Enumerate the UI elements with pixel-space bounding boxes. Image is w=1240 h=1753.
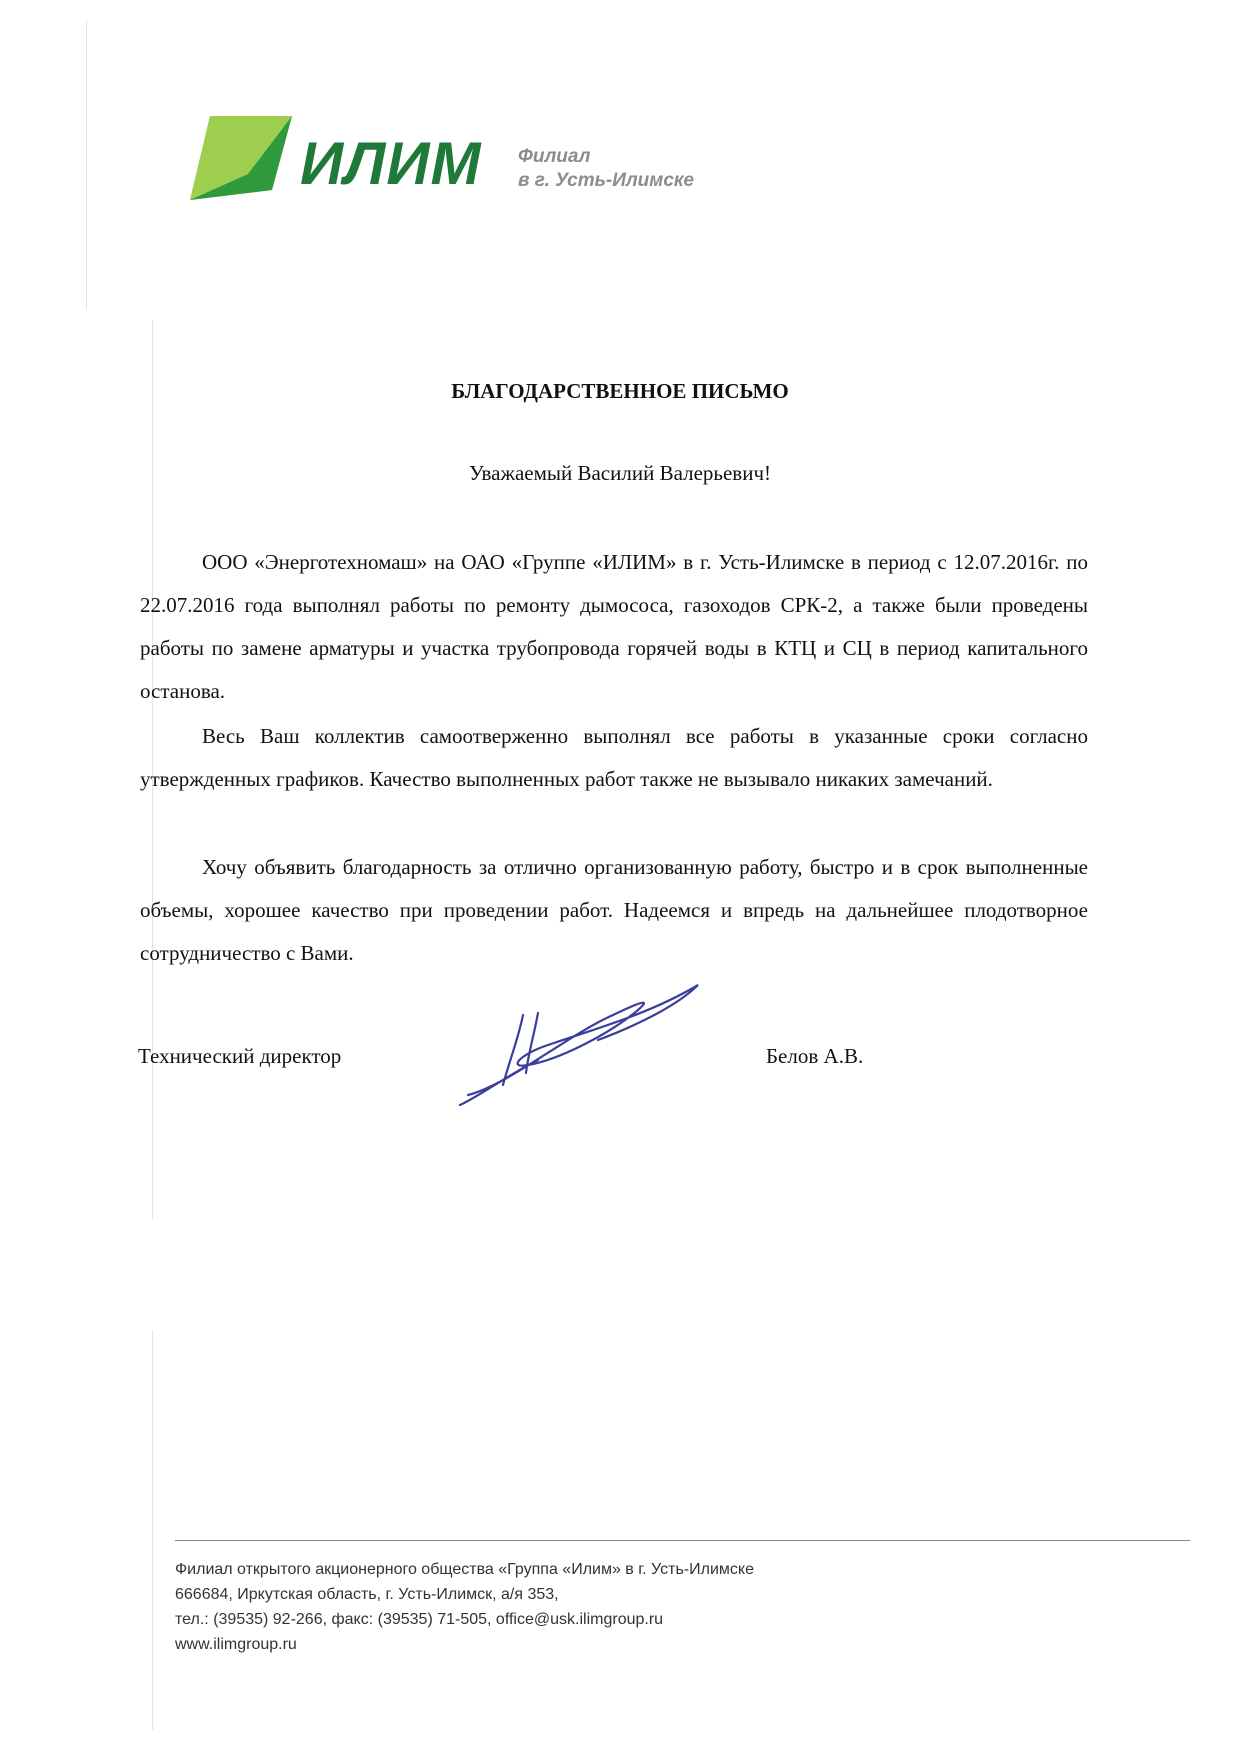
footer-divider bbox=[175, 1540, 1190, 1541]
branch-city: в г. Усть-Илимске bbox=[518, 170, 695, 191]
scan-artifact bbox=[152, 1330, 153, 1730]
footer-address bbox=[175, 1557, 754, 1657]
brand-name: ИЛИМ bbox=[300, 130, 482, 197]
handwritten-signature bbox=[448, 965, 748, 1115]
body-paragraph: Весь Ваш коллектив самоотверженно выполнял все работы в указанные сроки согласно утвержденных графиков. Качество выполненных работ также не вызывало никаких замечаний. bbox=[140, 724, 1088, 791]
scan-artifact bbox=[86, 20, 87, 310]
footer-postal-address: 666684, Иркутская область, г. Усть-Илимск, а/я 353, bbox=[175, 1586, 559, 1603]
signatory-name: Белов А.В. bbox=[766, 1044, 864, 1068]
body-paragraph: Хочу объявить благодарность за отлично организованную работу, быстро и в срок выполненные объемы, хорошее качество при проведении работ. Надеемся и впредь на дальнейшее плодотворное сотрудничество с Вами. bbox=[140, 855, 1088, 965]
leaf-logo-icon bbox=[188, 110, 296, 206]
salutation: Уважаемый Василий Валерьевич! bbox=[468, 461, 771, 485]
footer-contacts: тел.: (39535) 92-266, факс: (39535) 71-505, office@usk.ilimgroup.ru bbox=[175, 1611, 664, 1628]
footer-company: Филиал открытого акционерного общества «Группа «Илим» в г. Усть-Илимске bbox=[175, 1561, 754, 1578]
letter-title: БЛАГОДАРСТВЕННОЕ ПИСЬМО bbox=[451, 379, 789, 403]
signatory-title: Технический директор bbox=[138, 1044, 342, 1068]
company-logo bbox=[188, 110, 728, 210]
footer-website: www.ilimgroup.ru bbox=[175, 1636, 297, 1653]
body-paragraph: ООО «Энерготехномаш» на ОАО «Группе «ИЛИМ» в г. Усть-Илимске в период с 12.07.2016г. по 22.07.2016 года выполнял работы по ремонту дымососа, газоходов СРК-2, а также были проведены работы по замене арматуры и участка трубопровода горячей воды в КТЦ и СЦ в период капитального останова. bbox=[140, 550, 1088, 703]
branch-label: Филиал bbox=[518, 146, 591, 167]
